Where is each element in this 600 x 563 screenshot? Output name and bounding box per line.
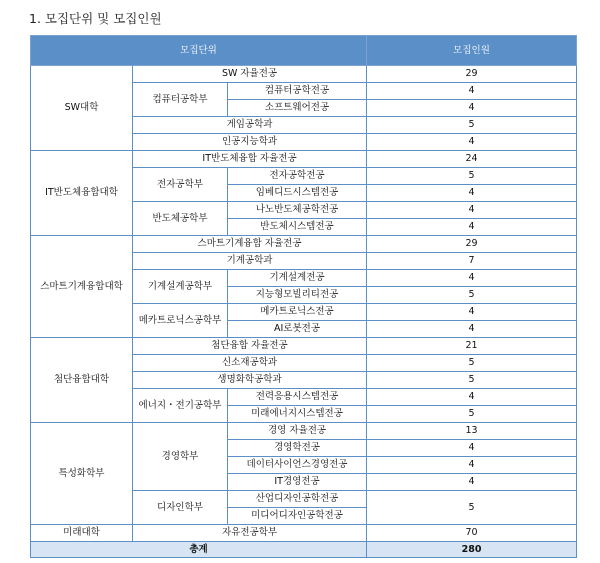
table-row [31,423,577,440]
college-cell: IT반도체융합대학 [31,151,133,236]
major-cell: 미디어디자인공학전공 [228,508,367,525]
unit-cell: IT반도체융합 자율전공 [133,151,367,168]
count-cell: 4 [367,134,577,151]
division-cell: 에너지・전기공학부 [133,389,228,423]
table-row [31,151,577,168]
college-cell: 첨단융합대학 [31,338,133,423]
college-cell: 미래대학 [31,525,133,542]
major-cell: 반도체시스템전공 [228,219,367,236]
major-cell: 데이터사이언스경영전공 [228,457,367,474]
count-cell: 4 [367,83,577,100]
division-cell: 반도체공학부 [133,202,228,236]
unit-cell: 첨단융합 자율전공 [133,338,367,355]
major-cell: 소프트웨어전공 [228,100,367,117]
count-cell: 5 [367,406,577,423]
division-cell: 경영학부 [133,423,228,491]
division-cell: 디자인학부 [133,491,228,525]
major-cell: 메카트로닉스전공 [228,304,367,321]
count-cell: 4 [367,457,577,474]
total-value: 280 [367,542,577,558]
count-cell: 4 [367,202,577,219]
count-cell: 21 [367,338,577,355]
division-cell: 메카트로닉스공학부 [133,304,228,338]
major-cell: 임베디드시스템전공 [228,185,367,202]
college-cell: 스마트기계융합대학 [31,236,133,338]
count-cell: 4 [367,219,577,236]
division-cell: 기계설계공학부 [133,270,228,304]
count-cell: 5 [367,117,577,134]
recruitment-table [30,35,577,558]
unit-cell: 신소재공학과 [133,355,367,372]
count-cell: 4 [367,270,577,287]
count-cell: 4 [367,100,577,117]
unit-cell: 게임공학과 [133,117,367,134]
count-cell: 5 [367,355,577,372]
major-cell: 경영학전공 [228,440,367,457]
header-count: 모집인원 [367,36,577,66]
count-cell: 5 [367,491,577,525]
count-cell: 70 [367,525,577,542]
count-cell: 5 [367,287,577,304]
page-title: 1. 모집단위 및 모집인원 [29,11,162,26]
total-row [31,542,577,558]
major-cell: 기계설계전공 [228,270,367,287]
division-cell: 컴퓨터공학부 [133,83,228,117]
count-cell: 7 [367,253,577,270]
count-cell: 4 [367,321,577,338]
major-cell: 전자공학전공 [228,168,367,185]
major-cell: 미래에너지시스템전공 [228,406,367,423]
division-cell: 전자공학부 [133,168,228,202]
major-cell: 산업디자인공학전공 [228,491,367,508]
count-cell: 4 [367,474,577,491]
table-row [31,338,577,355]
unit-cell: 기계공학과 [133,253,367,270]
table-row [31,525,577,542]
major-cell: 지능형모빌리티전공 [228,287,367,304]
college-cell: 특성화학부 [31,423,133,525]
total-label: 총계 [31,542,367,558]
count-cell: 13 [367,423,577,440]
unit-cell: SW 자율전공 [133,66,367,83]
count-cell: 24 [367,151,577,168]
count-cell: 29 [367,66,577,83]
major-cell: 전력응용시스템전공 [228,389,367,406]
count-cell: 4 [367,440,577,457]
major-cell: 경영 자율전공 [228,423,367,440]
unit-cell: 스마트기계융합 자율전공 [133,236,367,253]
table-row [31,66,577,83]
college-cell: SW대학 [31,66,133,151]
count-cell: 4 [367,185,577,202]
unit-cell: 생명화학공학과 [133,372,367,389]
header-row [31,36,577,66]
header-unit: 모집단위 [31,36,367,66]
count-cell: 5 [367,168,577,185]
count-cell: 29 [367,236,577,253]
unit-cell: 인공지능학과 [133,134,367,151]
major-cell: 나노반도체공학전공 [228,202,367,219]
major-cell: IT경영전공 [228,474,367,491]
count-cell: 5 [367,372,577,389]
major-cell: AI로봇전공 [228,321,367,338]
count-cell: 4 [367,389,577,406]
unit-cell: 자유전공학부 [133,525,367,542]
count-cell: 4 [367,304,577,321]
table-row [31,236,577,253]
major-cell: 컴퓨터공학전공 [228,83,367,100]
